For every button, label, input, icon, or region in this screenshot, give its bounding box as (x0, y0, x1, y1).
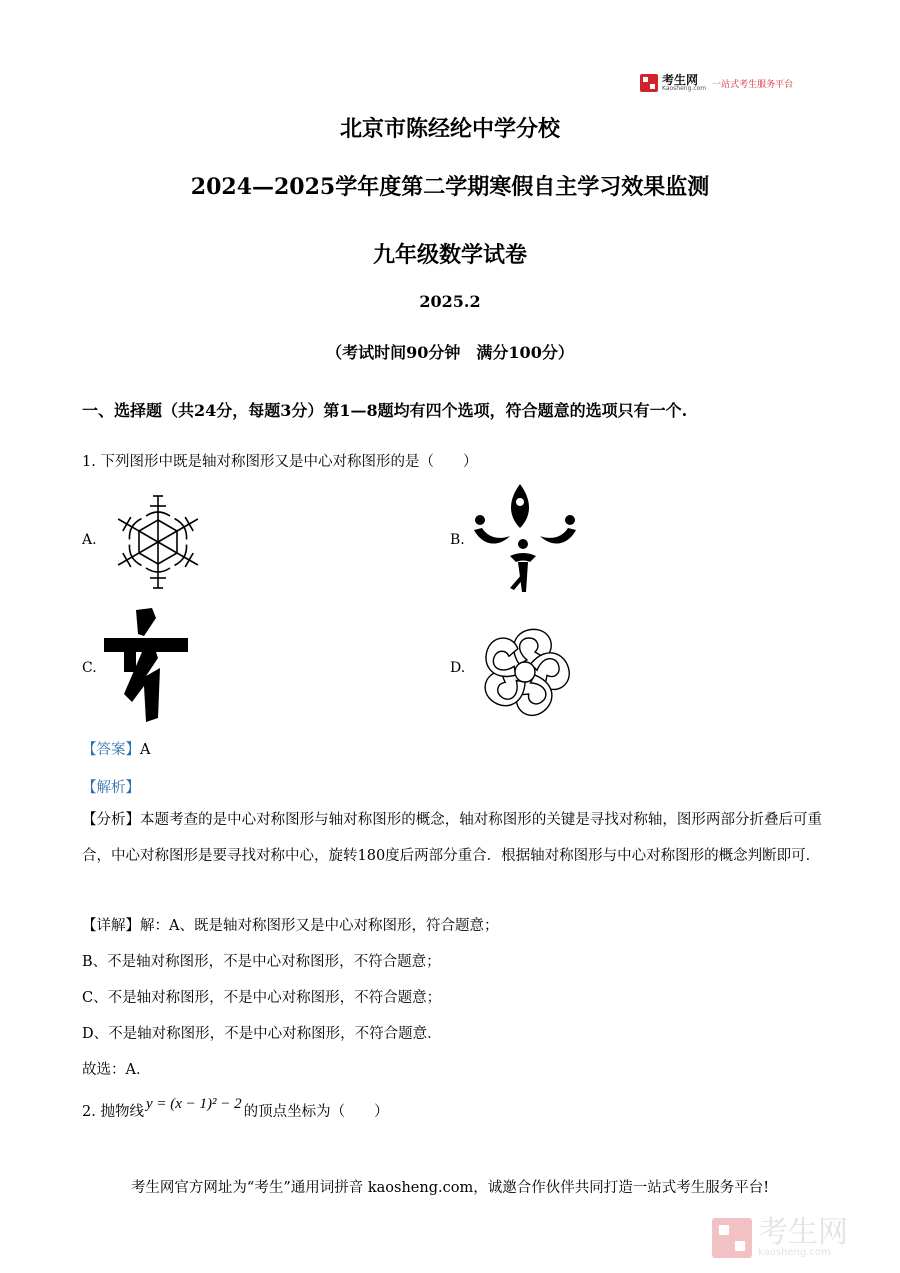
option-c-label: C. (82, 660, 97, 676)
analysis-text: 本题考查的是中心对称图形与轴对称图形的概念，轴对称图形的关键是寻找对称轴，图形两部分折叠后可重合，中心对称图形是要寻找对称中心，旋转180度后两部分重合．根据轴对称图形与中心对称图形的概念判断即可． (82, 812, 823, 864)
detail-a-line (82, 914, 498, 935)
answer-value: A (140, 742, 151, 758)
analysis-tag: 【解析】 (82, 780, 140, 796)
watermark-mark-icon (712, 1218, 752, 1258)
exam-info: （考试时间90分钟 满分100分） (326, 343, 574, 362)
option-c-glyph-figure (102, 606, 192, 724)
answer-line (82, 738, 150, 759)
detail-d: D、不是轴对称图形，不是中心对称图形，不符合题意． (82, 1026, 442, 1042)
q2-prefix: 2. 抛物线 (82, 1104, 144, 1120)
section-heading: 一、选择题（共24分，每题3分）第1—8题均有四个选项，符合题意的选项只有一个. (82, 401, 688, 420)
logo-mark-icon (640, 74, 658, 92)
exam-title: 2024—2025学年度第二学期寒假自主学习效果监测 (190, 174, 710, 200)
analysis-paragraph (82, 802, 822, 874)
school-title: 北京市陈经纶中学分校 (339, 116, 560, 142)
detail-a: 解：A、既是轴对称图形又是中心对称图形，符合题意； (140, 918, 499, 934)
option-b-label: B. (450, 532, 465, 548)
conclusion: 故选：A． (82, 1062, 151, 1078)
answer-tag: 【答案】 (82, 742, 140, 758)
paper-title: 九年级数学试卷 (372, 242, 527, 268)
exam-date: 2025.2 (419, 292, 481, 311)
q2-formula: y = (x − 1)² − 2 (145, 1096, 242, 1112)
logo-domain: Kaosheng.com (662, 85, 707, 92)
detail-label: 【详解】 (82, 918, 140, 934)
watermark-domain: kaosheng.com (758, 1247, 831, 1258)
footer-text: 考生网官方网址为“考生”通用词拼音 kaosheng.com，诚邀合作伙伴共同打造一站式考生服务平台! (130, 1180, 770, 1196)
brand-logo (640, 72, 810, 94)
option-d-label: D. (450, 660, 466, 676)
logo-name: 考生网 (662, 73, 699, 87)
q1-stem: 1. 下列图形中既是轴对称图形又是中心对称图形的是（ ） (82, 454, 478, 470)
detail-b: B、不是轴对称图形，不是中心对称图形，不符合题意； (82, 954, 441, 970)
option-b-figures-emblem (470, 480, 582, 596)
q2-stem (82, 1096, 389, 1121)
watermark-name: 考生网 (758, 1215, 848, 1250)
option-a-snowflake-figure (102, 488, 214, 596)
logo-slogan: 一站式考生服务平台 (712, 79, 794, 90)
q2-suffix: 的顶点坐标为（ ） (243, 1104, 389, 1120)
watermark-logo (712, 1214, 882, 1262)
option-d-knot-figure (470, 622, 580, 722)
option-a-label: A. (82, 532, 97, 548)
analysis-label: 【分析】 (82, 812, 141, 828)
detail-c: C、不是轴对称图形，不是中心对称图形，不符合题意； (82, 990, 442, 1006)
